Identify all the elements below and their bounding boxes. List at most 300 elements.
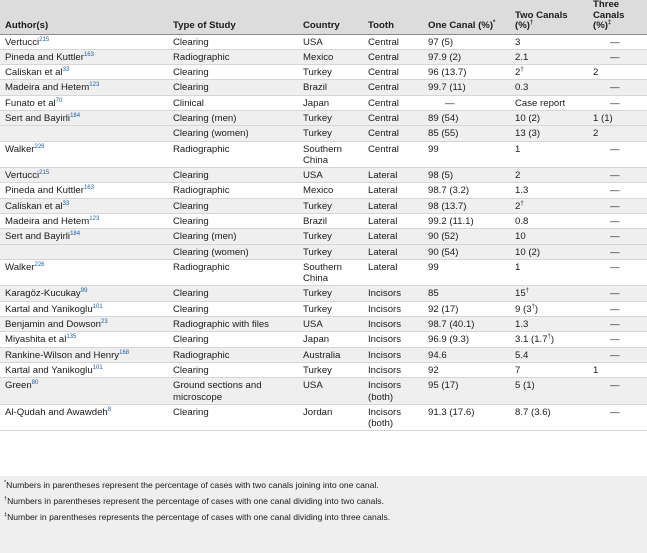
one-canal-cell bbox=[423, 316, 510, 331]
tooth-cell bbox=[363, 259, 423, 286]
reference-link[interactable]: 168 bbox=[119, 349, 130, 356]
author-name: Karagöz-Kucukay bbox=[5, 288, 81, 300]
author-cell bbox=[0, 95, 168, 110]
table-header bbox=[0, 0, 647, 34]
country-cell-value: Turkey bbox=[303, 303, 332, 315]
two-canals-value: 8.7 (3.6) bbox=[515, 406, 551, 418]
footnote bbox=[4, 512, 647, 522]
country-cell-value: Southern China bbox=[303, 261, 342, 285]
table-row bbox=[0, 347, 647, 362]
type-cell-value: Clearing bbox=[173, 364, 209, 376]
one-canal-cell-value: 91.3 (17.6) bbox=[428, 406, 475, 418]
one-canal-cell bbox=[423, 286, 510, 301]
country-cell bbox=[298, 316, 363, 331]
tooth-cell bbox=[363, 229, 423, 244]
reference-link[interactable]: 101 bbox=[92, 364, 103, 371]
two-canals-value: 0.3 bbox=[515, 82, 529, 94]
tooth-cell bbox=[363, 404, 423, 431]
three-canals-value: — bbox=[610, 36, 620, 48]
dagger-mark: † bbox=[525, 288, 530, 295]
three-canals-value: 1 (1) bbox=[593, 112, 613, 124]
reference-link[interactable]: 101 bbox=[92, 303, 103, 310]
one-canal-cell-value: 96 (13.7) bbox=[428, 67, 467, 79]
two-canals-value: 2 bbox=[515, 170, 521, 182]
two-canals-value: 3 bbox=[515, 36, 521, 48]
tooth-cell bbox=[363, 168, 423, 183]
country-cell-value: Jordan bbox=[303, 406, 333, 418]
one-canal-header-label: One Canal (%) bbox=[428, 20, 494, 31]
country-cell bbox=[298, 141, 363, 168]
tooth-cell-value: Lateral bbox=[368, 170, 398, 182]
country-cell-value: USA bbox=[303, 36, 323, 48]
reference-link[interactable]: 99 bbox=[80, 288, 88, 295]
country-cell-value: Mexico bbox=[303, 51, 334, 63]
reference-link[interactable]: 33 bbox=[62, 200, 70, 207]
tooth-cell-value: Lateral bbox=[368, 231, 398, 243]
author-name: Funato et al bbox=[5, 97, 56, 109]
author-name: Vertucci bbox=[5, 170, 40, 182]
three-canals-cell bbox=[588, 80, 647, 95]
three-canals-value: — bbox=[610, 170, 620, 182]
author-cell bbox=[0, 80, 168, 95]
author-header bbox=[0, 0, 168, 34]
country-cell-value: Turkey bbox=[303, 67, 332, 79]
author-name: Rankine-Wilson and Henry bbox=[5, 349, 120, 361]
type-cell bbox=[168, 34, 298, 49]
footnote-text: Number in parentheses represents the percentage of cases with one canal dividing into three canals. bbox=[7, 512, 391, 522]
tooth-cell-value: Incisors bbox=[368, 349, 402, 361]
two-canals-cell bbox=[510, 347, 588, 362]
three-canals-value: — bbox=[610, 185, 620, 197]
reference-link[interactable]: 33 bbox=[62, 66, 70, 73]
one-canal-cell bbox=[423, 229, 510, 244]
table-row bbox=[0, 65, 647, 80]
reference-link[interactable]: 215 bbox=[39, 36, 50, 43]
country-cell bbox=[298, 95, 363, 110]
two-canals-cell bbox=[510, 378, 588, 405]
reference-link[interactable]: 163 bbox=[83, 51, 94, 58]
type-cell-value: Clearing (women) bbox=[173, 246, 249, 258]
three-canals-cell bbox=[588, 332, 647, 347]
tooth-cell-value: Incisors (both) bbox=[368, 380, 402, 403]
two-canals-value: 2 bbox=[515, 67, 521, 79]
one-canal-cell-value: 96.9 (9.3) bbox=[428, 334, 470, 346]
type-cell bbox=[168, 347, 298, 362]
tooth-cell-value: Incisors bbox=[368, 288, 402, 300]
author-cell bbox=[0, 126, 168, 141]
one-canal-cell bbox=[423, 110, 510, 125]
country-cell bbox=[298, 110, 363, 125]
dagger-mark: † bbox=[531, 303, 535, 310]
tooth-cell bbox=[363, 244, 423, 259]
one-canal-cell-value: 85 bbox=[428, 288, 439, 300]
tooth-cell-value: Incisors bbox=[368, 303, 402, 315]
three-canals-cell bbox=[588, 362, 647, 377]
table-row bbox=[0, 229, 647, 244]
tooth-cell bbox=[363, 183, 423, 198]
type-header-label: Type of Study bbox=[173, 20, 236, 31]
two-canals-cell bbox=[510, 168, 588, 183]
two-canals-value: 13 (3) bbox=[515, 128, 541, 140]
two-canals-cell bbox=[510, 198, 588, 213]
three-canals-cell bbox=[588, 168, 647, 183]
type-cell bbox=[168, 126, 298, 141]
three-canals-value: — bbox=[610, 51, 620, 63]
author-cell bbox=[0, 183, 168, 198]
table-row bbox=[0, 126, 647, 141]
tooth-cell-value: Incisors (both) bbox=[368, 406, 402, 430]
author-cell bbox=[0, 362, 168, 377]
author-cell bbox=[0, 332, 168, 347]
reference-link[interactable]: 163 bbox=[83, 185, 94, 192]
three-canals-value: — bbox=[610, 82, 620, 94]
three-canals-value: — bbox=[610, 143, 620, 155]
one-canal-cell bbox=[423, 198, 510, 213]
country-cell bbox=[298, 126, 363, 141]
dagger-mark: † bbox=[520, 66, 524, 73]
tooth-header-label: Tooth bbox=[368, 20, 394, 31]
author-cell bbox=[0, 229, 168, 244]
two-canals-cell bbox=[510, 332, 588, 347]
type-cell-value: Clearing (women) bbox=[173, 128, 249, 140]
tooth-cell-value: Central bbox=[368, 67, 399, 79]
one-canal-cell bbox=[423, 141, 510, 168]
type-cell-value: Clinical bbox=[173, 97, 204, 109]
reference-link[interactable]: 8 bbox=[107, 406, 112, 413]
country-cell-value: Turkey bbox=[303, 364, 332, 376]
author-name: Sert and Bayirli bbox=[5, 231, 71, 243]
country-cell bbox=[298, 362, 363, 377]
type-cell bbox=[168, 259, 298, 286]
three-canals-cell bbox=[588, 286, 647, 301]
two-canals-value: 2 bbox=[515, 200, 521, 212]
two-canals-cell bbox=[510, 65, 588, 80]
country-header bbox=[298, 0, 363, 34]
country-cell bbox=[298, 229, 363, 244]
reference-link[interactable]: 184 bbox=[70, 112, 81, 119]
author-cell bbox=[0, 404, 168, 431]
type-cell-value: Clearing bbox=[173, 334, 209, 346]
one-canal-cell bbox=[423, 244, 510, 259]
three-canals-value: 2 bbox=[593, 128, 599, 140]
two-canals-value: 1.3 bbox=[515, 185, 529, 197]
tooth-cell-value: Central bbox=[368, 128, 399, 140]
one-canal-cell bbox=[423, 259, 510, 286]
author-name: Madeira and Hetem bbox=[5, 215, 90, 227]
tooth-cell bbox=[363, 80, 423, 95]
type-cell bbox=[168, 183, 298, 198]
reference-link[interactable]: 135 bbox=[66, 334, 77, 341]
table-row bbox=[0, 168, 647, 183]
one-canal-cell-value: 99 bbox=[428, 261, 439, 273]
one-canal-cell bbox=[423, 183, 510, 198]
type-cell bbox=[168, 362, 298, 377]
three-canals-value: — bbox=[610, 380, 620, 392]
tooth-cell-value: Incisors bbox=[368, 364, 402, 376]
type-cell-value: Clearing bbox=[173, 170, 209, 182]
two-canals-cell bbox=[510, 213, 588, 228]
two-canals-cell bbox=[510, 244, 588, 259]
two-canals-value: 10 bbox=[515, 231, 526, 243]
tooth-cell-value: Incisors bbox=[368, 318, 402, 330]
table-row bbox=[0, 301, 647, 316]
country-cell bbox=[298, 301, 363, 316]
one-canal-cell bbox=[423, 80, 510, 95]
footnote-text: Numbers in parentheses represent the percentage of cases with two canals joining into one canal. bbox=[6, 480, 379, 490]
tooth-cell bbox=[363, 34, 423, 49]
author-cell bbox=[0, 316, 168, 331]
two-canals-value: 15 bbox=[515, 288, 526, 300]
type-cell-value: Clearing (men) bbox=[173, 231, 237, 243]
three-canals-value: 2 bbox=[593, 67, 599, 79]
reference-link[interactable]: 184 bbox=[70, 231, 81, 238]
reference-link[interactable]: 80 bbox=[31, 379, 39, 386]
tooth-cell-value: Lateral bbox=[368, 246, 398, 258]
three-canals-value: — bbox=[610, 303, 620, 315]
type-header bbox=[168, 0, 298, 34]
one-canal-cell bbox=[423, 213, 510, 228]
country-cell-value: Turkey bbox=[303, 231, 332, 243]
footnote-mark: † bbox=[4, 496, 8, 503]
country-cell-value: Turkey bbox=[303, 112, 332, 124]
three-canals-cell bbox=[588, 404, 647, 431]
type-cell-value: Radiographic with files bbox=[173, 318, 269, 330]
three-canals-cell bbox=[588, 95, 647, 110]
two-canals-value: Case report bbox=[515, 97, 566, 109]
two-canals-value: 7 bbox=[515, 364, 521, 376]
country-cell-value: Japan bbox=[303, 97, 330, 109]
type-cell-value: Clearing bbox=[173, 406, 209, 418]
type-cell bbox=[168, 316, 298, 331]
author-name: Madeira and Hetem bbox=[5, 82, 90, 94]
two-canals-value: 1 bbox=[515, 261, 521, 273]
tooth-cell bbox=[363, 65, 423, 80]
one-canal-header-mark: * bbox=[493, 19, 496, 26]
three-canals-cell bbox=[588, 301, 647, 316]
table-row bbox=[0, 49, 647, 64]
two-canals-value: 1 bbox=[515, 143, 521, 155]
reference-link[interactable]: 70 bbox=[55, 97, 63, 104]
country-cell bbox=[298, 183, 363, 198]
type-cell bbox=[168, 244, 298, 259]
type-cell bbox=[168, 286, 298, 301]
three-canals-cell bbox=[588, 244, 647, 259]
type-cell-value: Clearing bbox=[173, 200, 209, 212]
one-canal-cell bbox=[423, 65, 510, 80]
country-cell bbox=[298, 34, 363, 49]
three-canals-header bbox=[588, 0, 647, 34]
one-canal-cell-value: 85 (55) bbox=[428, 128, 459, 140]
country-cell-value: Turkey bbox=[303, 246, 332, 258]
country-cell-value: Brazil bbox=[303, 82, 327, 94]
reference-link[interactable]: 226 bbox=[34, 261, 45, 268]
three-canals-value: — bbox=[610, 334, 620, 346]
three-canals-cell bbox=[588, 110, 647, 125]
two-canals-cell bbox=[510, 110, 588, 125]
country-cell-value: Turkey bbox=[303, 288, 332, 300]
two-canals-cell bbox=[510, 49, 588, 64]
footnote bbox=[4, 480, 647, 490]
three-canals-value: — bbox=[610, 200, 620, 212]
country-cell-value: Southern China bbox=[303, 143, 342, 167]
tooth-cell bbox=[363, 110, 423, 125]
country-cell bbox=[298, 259, 363, 286]
country-cell bbox=[298, 213, 363, 228]
three-canals-cell bbox=[588, 229, 647, 244]
one-canal-cell bbox=[423, 168, 510, 183]
two-canals-suffix: ) bbox=[534, 303, 539, 315]
type-cell-value: Radiographic bbox=[173, 261, 230, 273]
two-canals-value: 5 (1) bbox=[515, 380, 535, 392]
author-cell bbox=[0, 244, 168, 259]
reference-link[interactable]: 123 bbox=[89, 82, 100, 89]
one-canal-cell-value: 90 (54) bbox=[428, 246, 459, 258]
three-canals-cell bbox=[588, 378, 647, 405]
table-row bbox=[0, 286, 647, 301]
two-canals-cell bbox=[510, 80, 588, 95]
country-cell bbox=[298, 332, 363, 347]
one-canal-cell bbox=[423, 362, 510, 377]
country-cell-value: Australia bbox=[303, 349, 341, 361]
type-cell-value: Clearing bbox=[173, 288, 209, 300]
three-canals-cell bbox=[588, 34, 647, 49]
tooth-cell bbox=[363, 95, 423, 110]
dagger-mark: † bbox=[547, 334, 551, 341]
type-cell-value: Clearing (men) bbox=[173, 112, 237, 124]
two-canals-cell bbox=[510, 229, 588, 244]
reference-link[interactable]: 226 bbox=[34, 143, 45, 150]
type-cell bbox=[168, 213, 298, 228]
type-cell-value: Radiographic bbox=[173, 349, 230, 361]
three-canals-value: — bbox=[610, 231, 620, 243]
one-canal-cell-value: 99 bbox=[428, 143, 439, 155]
author-header-label: Author(s) bbox=[5, 20, 49, 31]
type-cell bbox=[168, 95, 298, 110]
author-cell bbox=[0, 141, 168, 168]
reference-link[interactable]: 23 bbox=[101, 318, 108, 325]
country-cell-value: Japan bbox=[303, 334, 330, 346]
two-canals-header-mark: † bbox=[529, 19, 534, 26]
footnote-mark: ‡ bbox=[4, 512, 8, 519]
tooth-cell bbox=[363, 126, 423, 141]
one-canal-cell bbox=[423, 95, 510, 110]
tooth-cell bbox=[363, 213, 423, 228]
tooth-cell-value: Incisors bbox=[368, 334, 402, 346]
tooth-cell bbox=[363, 347, 423, 362]
author-name: Vertucci bbox=[5, 36, 40, 48]
two-canals-cell bbox=[510, 362, 588, 377]
table-row bbox=[0, 110, 647, 125]
type-cell bbox=[168, 198, 298, 213]
tooth-cell-value: Lateral bbox=[368, 261, 398, 273]
type-cell bbox=[168, 80, 298, 95]
footnote bbox=[4, 496, 647, 506]
author-cell bbox=[0, 301, 168, 316]
country-cell-value: Turkey bbox=[303, 200, 332, 212]
three-canals-value: — bbox=[610, 215, 620, 227]
author-cell bbox=[0, 198, 168, 213]
tooth-cell-value: Lateral bbox=[368, 200, 398, 212]
three-canals-value: 1 bbox=[593, 364, 599, 376]
one-canal-cell bbox=[423, 49, 510, 64]
country-cell-value: Brazil bbox=[303, 215, 327, 227]
one-canal-cell bbox=[423, 126, 510, 141]
two-canals-header-label: Two Canals (%) bbox=[515, 9, 568, 31]
country-cell bbox=[298, 404, 363, 431]
tooth-cell bbox=[363, 286, 423, 301]
one-canal-cell-value: 92 bbox=[428, 364, 439, 376]
country-cell bbox=[298, 244, 363, 259]
tooth-cell bbox=[363, 49, 423, 64]
three-canals-header-label: Three Canals (%) bbox=[593, 0, 625, 31]
author-name: Kartal and Yanikoglu bbox=[5, 364, 93, 376]
author-name: Sert and Bayirli bbox=[5, 112, 71, 124]
two-canals-cell bbox=[510, 316, 588, 331]
three-canals-header-mark: ‡ bbox=[607, 19, 612, 26]
three-canals-cell bbox=[588, 126, 647, 141]
type-cell-value: Radiographic bbox=[173, 143, 230, 155]
tooth-header bbox=[363, 0, 423, 34]
one-canal-cell bbox=[423, 404, 510, 431]
type-cell-value: Clearing bbox=[173, 215, 209, 227]
author-cell bbox=[0, 286, 168, 301]
table-row bbox=[0, 332, 647, 347]
tooth-cell bbox=[363, 362, 423, 377]
table-row bbox=[0, 183, 647, 198]
author-name: Pineda and Kuttler bbox=[5, 185, 84, 197]
one-canal-cell-value: 99.7 (11) bbox=[428, 82, 466, 94]
author-cell bbox=[0, 110, 168, 125]
type-cell-value: Radiographic bbox=[173, 51, 230, 63]
reference-link[interactable]: 123 bbox=[89, 215, 100, 222]
type-cell bbox=[168, 404, 298, 431]
country-cell bbox=[298, 286, 363, 301]
one-canal-cell bbox=[423, 347, 510, 362]
author-cell bbox=[0, 259, 168, 286]
author-cell bbox=[0, 168, 168, 183]
author-name: Al-Qudah and Awawdeh bbox=[5, 406, 108, 418]
country-cell bbox=[298, 168, 363, 183]
table-row bbox=[0, 213, 647, 228]
one-canal-cell-value: 92 (17) bbox=[428, 303, 459, 315]
one-canal-cell bbox=[423, 34, 510, 49]
one-canal-cell bbox=[423, 332, 510, 347]
two-canals-cell bbox=[510, 95, 588, 110]
country-header-label: Country bbox=[303, 20, 340, 31]
type-cell bbox=[168, 378, 298, 405]
type-cell bbox=[168, 110, 298, 125]
two-canals-value: 5.4 bbox=[515, 349, 529, 361]
three-canals-cell bbox=[588, 316, 647, 331]
type-cell-value: Clearing bbox=[173, 67, 209, 79]
footnotes bbox=[0, 476, 647, 553]
three-canals-value: — bbox=[610, 288, 620, 300]
two-canals-header bbox=[510, 0, 588, 34]
reference-link[interactable]: 215 bbox=[39, 169, 50, 176]
two-canals-cell bbox=[510, 404, 588, 431]
one-canal-cell-value: 90 (52) bbox=[428, 231, 459, 243]
table-row bbox=[0, 362, 647, 377]
two-canals-cell bbox=[510, 301, 588, 316]
author-cell bbox=[0, 347, 168, 362]
type-cell bbox=[168, 65, 298, 80]
type-cell bbox=[168, 332, 298, 347]
three-canals-value: — bbox=[610, 318, 620, 330]
one-canal-cell-value: 95 (17) bbox=[428, 380, 459, 392]
one-canal-cell-value: 97 (5) bbox=[428, 36, 454, 48]
two-canals-value: 10 (2) bbox=[515, 246, 541, 258]
table-row bbox=[0, 404, 647, 431]
